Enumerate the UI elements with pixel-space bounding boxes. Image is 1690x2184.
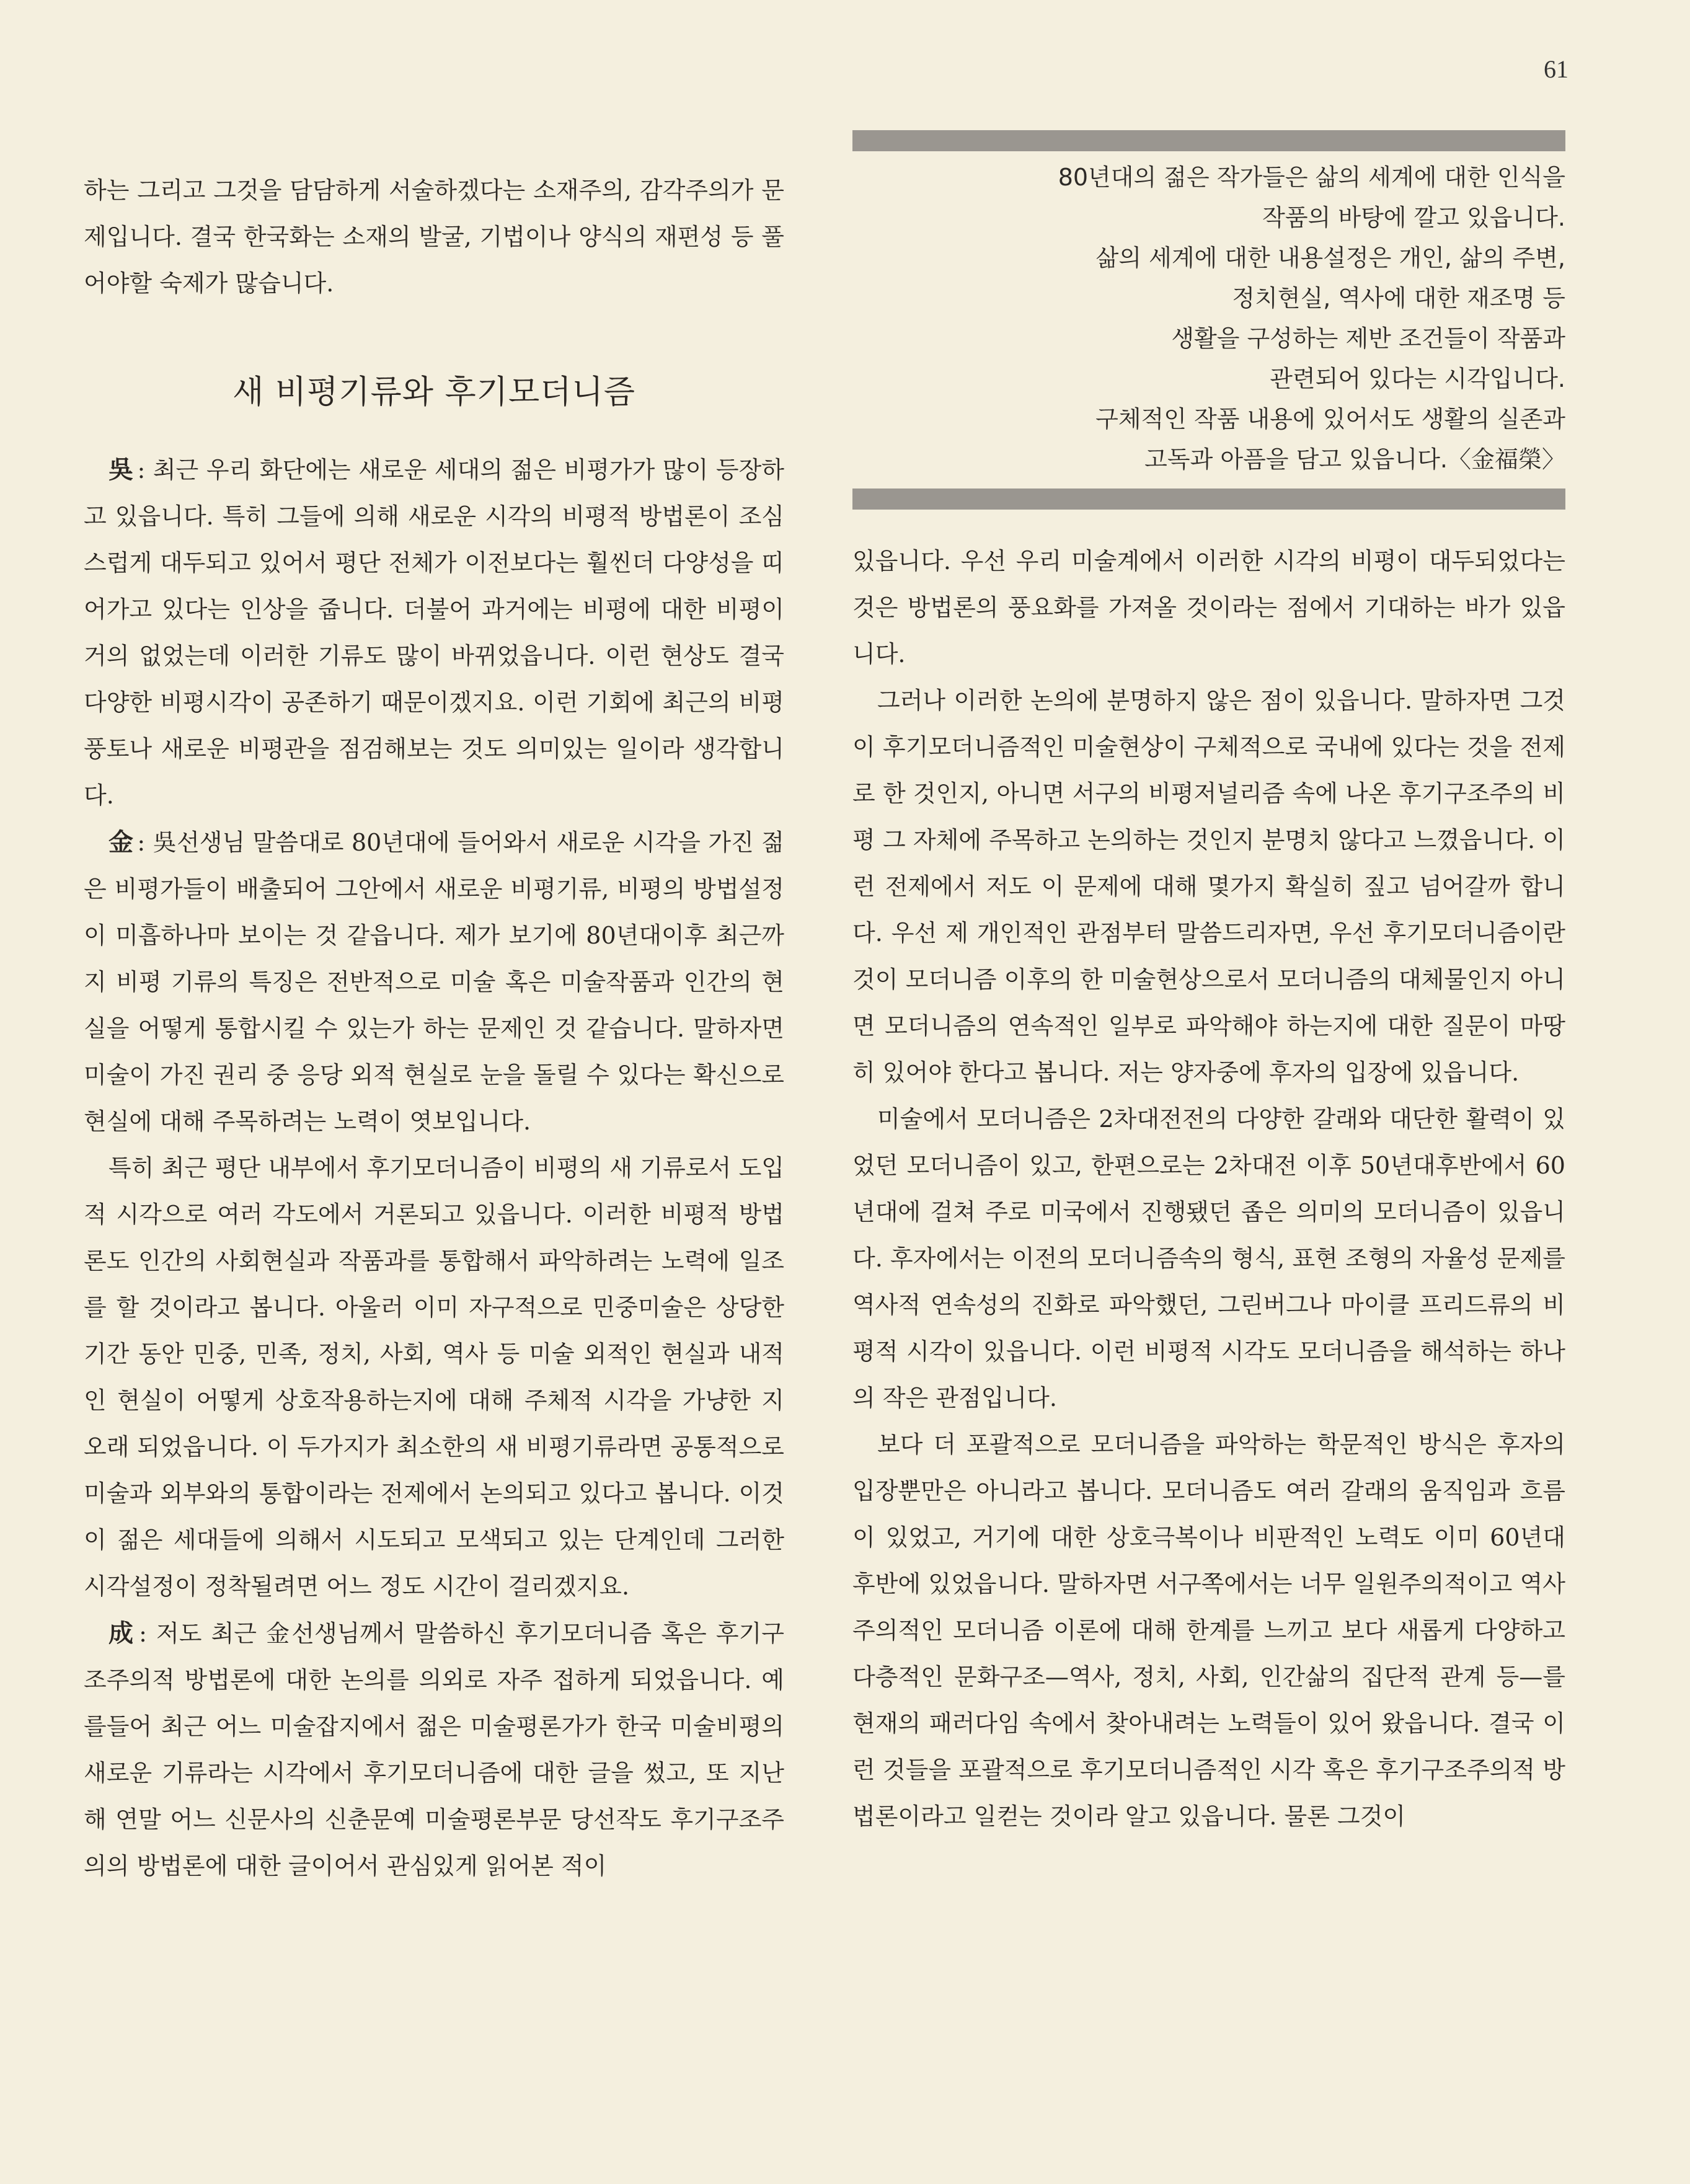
- speaker-label: 吳: [108, 455, 134, 484]
- paragraph-oh: [84, 446, 784, 819]
- quote-line: 정치현실, 역사에 대한 재조명 등: [1232, 285, 1565, 312]
- left-column: [84, 167, 784, 1890]
- quote-line: 작품의 바탕에 깔고 있읍니다.: [1262, 204, 1565, 231]
- quote-top-rule: [852, 130, 1565, 151]
- paragraph: 있읍니다. 우선 우리 미술계에서 이러한 시각의 비평이 대두되었다는 것은 방법론의 풍요화를 가져올 것이라는 점에서 기대하는 바가 있읍니다.: [852, 547, 1565, 668]
- speaker-label: 金: [108, 828, 134, 857]
- quote-line: 삶의 세계에 대한 내용설정은 개인, 삶의 주변,: [1095, 244, 1565, 272]
- page-number: 61: [1544, 55, 1568, 83]
- intro-paragraph: 하는 그리고 그것을 담담하게 서술하겠다는 소재주의, 감각주의가 문제입니다. 결국 한국화는 소재의 발굴, 기법이나 양식의 재편성 등 풀어야할 숙제가 많습니다.: [84, 177, 784, 297]
- pull-quote: [852, 130, 1565, 510]
- quote-line: 80년대의 젊은 작가들은 삶의 세계에 대한 인식을: [1058, 164, 1565, 191]
- paragraph-text: : 저도 최근 金선생님께서 말씀하신 후기모더니즘 혹은 후기구조주의적 방법론에 대한 논의를 의외로 자주 접하게 되었읍니다. 예를들어 최근 어느 미술잡지에서 젊은 미술평론가가 한국 미술비평의 새로운 기류라는 시각에서 후기모더니즘에 대한 글을 썼고, 또 지난해 연말 어느 신문사의 신춘문예 미술평론부문 당선작도 후기구조주의의 방법론에 대한 글이어서 관심있게 읽어본 적이: [84, 1620, 784, 1880]
- quote-text: [852, 151, 1565, 489]
- paragraph-kim: [84, 819, 784, 1145]
- paragraph-text: 특히 최근 평단 내부에서 후기모더니즘이 비평의 새 기류로서 도입적 시각으로 여러 각도에서 거론되고 있읍니다. 이러한 비평적 방법론도 인간의 사회현실과 작품과를 통합해서 파악하려는 노력에 일조를 할 것이라고 봅니다. 아울러 이미 자구적으로 민중미술은 상당한 기간 동안 민중, 민족, 정치, 사회, 역사 등 미술 외적인 현실과 내적인 현실이 어떻게 상호작용하는지에 대해 주체적 시각을 가냥한 지 오래 되었읍니다. 이 두가지가 최소한의 새 비평기류라면 공통적으로 미술과 외부와의 통합이라는 전제에서 논의되고 있다고 봅니다. 이것이 젊은 세대들에 의해서 시도되고 모색되고 있는 단계인데 그러한 시각설정이 정착될려면 어느 정도 시간이 걸리겠지요.: [84, 1154, 784, 1600]
- right-column: [852, 164, 1565, 1840]
- paragraph: 미술에서 모더니즘은 2차대전전의 다양한 갈래와 대단한 활력이 있었던 모더니즘이 있고, 한편으로는 2차대전 이후 50년대후반에서 60년대에 걸쳐 주로 미국에서 진행됐던 좁은 의미의 모더니즘이 있읍니다. 후자에서는 이전의 모더니즘속의 형식, 표현 조형의 자율성 문제를 역사적 연속성의 진화로 파악했던, 그린버그나 마이클 프리드류의 비평적 시각이 있읍니다. 이런 비평적 시각도 모더니즘을 해석하는 하나의 작은 관점입니다.: [852, 1105, 1565, 1412]
- quote-line: 생활을 구성하는 제반 조건들이 작품과: [1171, 325, 1565, 352]
- paragraph: 그러나 이러한 논의에 분명하지 않은 점이 있읍니다. 말하자면 그것이 후기모더니즘적인 미술현상이 구체적으로 국내에 있다는 것을 전제로 한 것인지, 아니면 서구의 비평저널리즘 속에 나온 후기구조주의 비평 그 자체에 주목하고 논의하는 것인지 분명치 않다고 느꼈읍니다. 이런 전제에서 저도 이 문제에 대해 몇가지 확실히 짚고 넘어갈까 합니다. 우선 제 개인적인 관점부터 말씀드리자면, 우선 후기모더니즘이란 것이 모더니즘 이후의 한 미술현상으로서 모더니즘의 대체물인지 아니면 모더니즘의 연속적인 일부로 파악해야 하는지에 대한 질문이 마땅히 있어야 한다고 봅니다. 저는 양자중에 후자의 입장에 있읍니다.: [852, 687, 1565, 1086]
- paragraph-continuation: [84, 1145, 784, 1610]
- quote-line: 구체적인 작품 내용에 있어서도 생활의 실존과: [1095, 405, 1565, 433]
- paragraph-text: : 최근 우리 화단에는 새로운 세대의 젊은 비평가가 많이 등장하고 있읍니다. 특히 그들에 의해 새로운 시각의 비평적 방법론이 조심스럽게 대두되고 있어서 평단 전체가 이전보다는 훨씬더 다양성을 띠어가고 있다는 인상을 줍니다. 더불어 과거에는 비평에 대한 비평이 거의 없었는데 이러한 기류도 많이 바뀌었읍니다. 이런 현상도 결국 다양한 비평시각이 공존하기 때문이겠지요. 이런 기회에 최근의 비평풍토나 새로운 비평관을 점검해보는 것도 의미있는 일이라 생각합니다.: [84, 456, 785, 809]
- quote-line: 고독과 아픔을 담고 있읍니다.〈金福榮〉: [1144, 446, 1565, 473]
- speaker-label: 成: [108, 1619, 136, 1648]
- quote-line: 관련되어 있다는 시각입니다.: [1270, 365, 1565, 392]
- paragraph-sung: [84, 1610, 784, 1890]
- paragraph-text: : 吳선생님 말씀대로 80년대에 들어와서 새로운 시각을 가진 젊은 비평가들이 배출되어 그안에서 새로운 비평기류, 비평의 방법설정이 미흡하나마 보이는 것 같읍니다. 제가 보기에 80년대이후 최근까지 비평 기류의 특징은 전반적으로 미술 혹은 미술작품과 인간의 현실을 어떻게 통합시킬 수 있는가 하는 문제인 것 같습니다. 말하자면 미술이 가진 권리 중 응당 외적 현실로 눈을 돌릴 수 있다는 확신으로 현실에 대해 주목하려는 노력이 엿보입니다.: [84, 829, 785, 1135]
- quote-bottom-rule: [852, 489, 1565, 510]
- paragraph: 보다 더 포괄적으로 모더니즘을 파악하는 학문적인 방식은 후자의 입장뿐만은 아니라고 봅니다. 모더니즘도 여러 갈래의 움직임과 흐름이 있었고, 거기에 대한 상호극복이나 비판적인 노력도 이미 60년대 후반에 있었읍니다. 말하자면 서구쪽에서는 너무 일원주의적이고 역사주의적인 모더니즘 이론에 대해 한계를 느끼고 보다 새롭게 다양하고 다층적인 문화구조—역사, 정치, 사회, 인간삶의 집단적 관계 등—를 현재의 패러다임 속에서 찾아내려는 노력들이 있어 왔읍니다. 결국 이런 것들을 포괄적으로 후기모더니즘적인 시각 혹은 후기구조주의적 방법론이라고 일컫는 것이라 알고 있읍니다. 물론 그것이: [852, 1431, 1565, 1830]
- section-heading: 새 비평기류와 후기모더니즘: [232, 374, 635, 411]
